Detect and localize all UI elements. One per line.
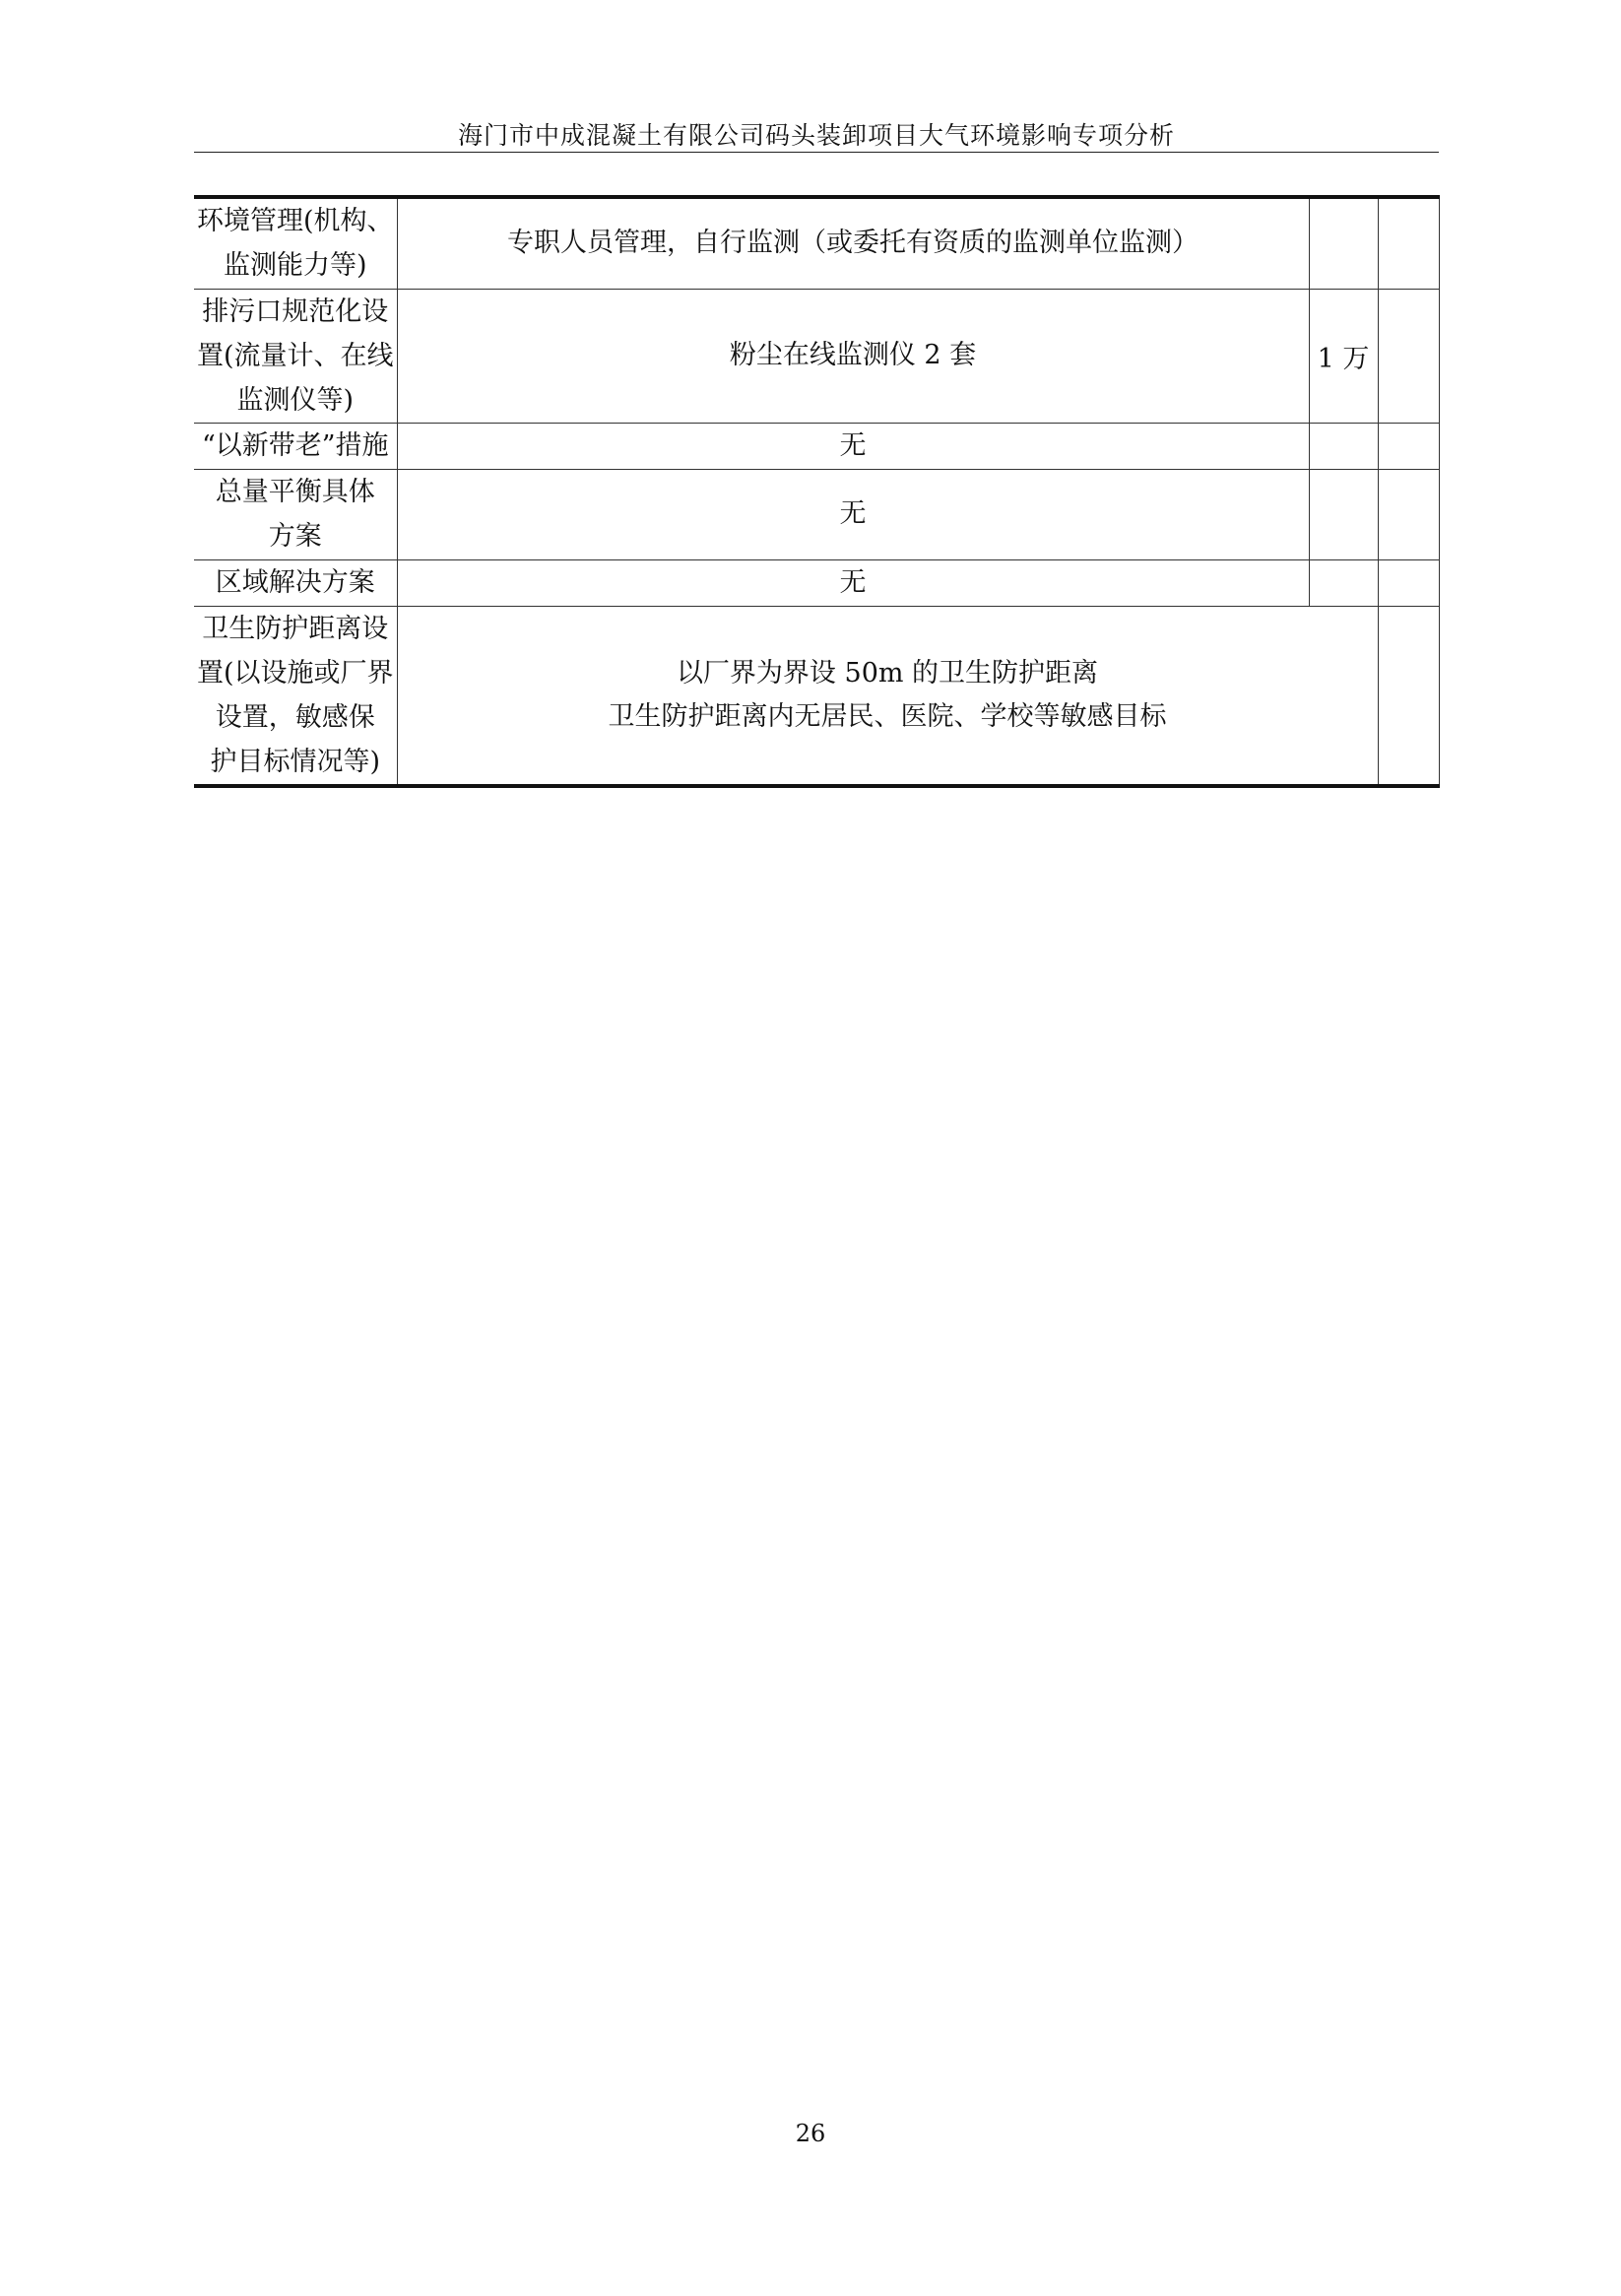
row-content-line: 以厂界为界设 50m 的卫生防护距离 <box>676 657 1099 689</box>
page-number: 26 <box>795 2120 826 2147</box>
table-row <box>194 197 1439 289</box>
row-content-line: 卫生防护距离内无居民、医院、学校等敏感目标 <box>608 700 1167 732</box>
row-label-line: 置(流量计、在线 <box>196 340 394 371</box>
row-label-line: 总量平衡具体 <box>215 477 375 507</box>
document-header-title: 海门市中成混凝土有限公司码头装卸项目大气环境影响专项分析 <box>457 121 1175 150</box>
measures-table <box>194 195 1440 788</box>
row-edge-cell <box>1378 559 1439 606</box>
row-edge-cell <box>1378 197 1439 289</box>
row-edge-cell <box>1378 423 1439 469</box>
table-row <box>194 289 1439 423</box>
table-row <box>194 469 1439 559</box>
row-content-line: 无 <box>839 429 867 461</box>
row-label-line: 监测仪等) <box>236 384 355 416</box>
row-label-line: 区域解决方案 <box>215 567 375 598</box>
row-content <box>397 606 1378 786</box>
row-label <box>194 423 397 469</box>
row-content <box>397 423 1309 469</box>
row-label-line: 方案 <box>268 521 322 552</box>
row-label <box>194 289 397 423</box>
row-content <box>397 289 1309 423</box>
row-label-line: 排污口规范化设 <box>202 295 389 327</box>
table-row <box>194 423 1439 469</box>
row-label <box>194 469 397 559</box>
table-row <box>194 606 1439 786</box>
row-label-line: 卫生防护距离设 <box>202 613 389 644</box>
row-edge-cell <box>1378 469 1439 559</box>
row-label-line: 设置，敏感保 <box>215 701 375 733</box>
row-content-line: 无 <box>839 498 867 529</box>
table-row <box>194 559 1439 606</box>
row-label <box>194 559 397 606</box>
row-content-line: 粉尘在线监测仪 2 套 <box>729 340 977 370</box>
row-content-line: 专职人员管理，自行监测（或委托有资质的监测单位监测） <box>507 228 1199 259</box>
row-cost <box>1309 197 1378 289</box>
row-cost <box>1309 559 1378 606</box>
row-cost <box>1309 469 1378 559</box>
row-label-line: “以新带老”措施 <box>201 430 389 461</box>
row-label-line: 置(以设施或厂界 <box>196 657 394 689</box>
row-content <box>397 197 1309 289</box>
row-label <box>194 197 397 289</box>
row-content <box>397 469 1309 559</box>
row-content-line: 无 <box>839 566 867 598</box>
row-cost: 1 万 <box>1309 289 1378 423</box>
row-edge-cell <box>1378 289 1439 423</box>
header-rule <box>194 152 1439 153</box>
row-cost <box>1309 423 1378 469</box>
row-label-line: 监测能力等) <box>223 250 367 282</box>
row-label-line: 环境管理(机构、 <box>196 206 394 237</box>
row-label-line: 护目标情况等) <box>210 746 381 777</box>
row-edge-cell <box>1378 606 1439 786</box>
row-content <box>397 559 1309 606</box>
row-label <box>194 606 397 786</box>
